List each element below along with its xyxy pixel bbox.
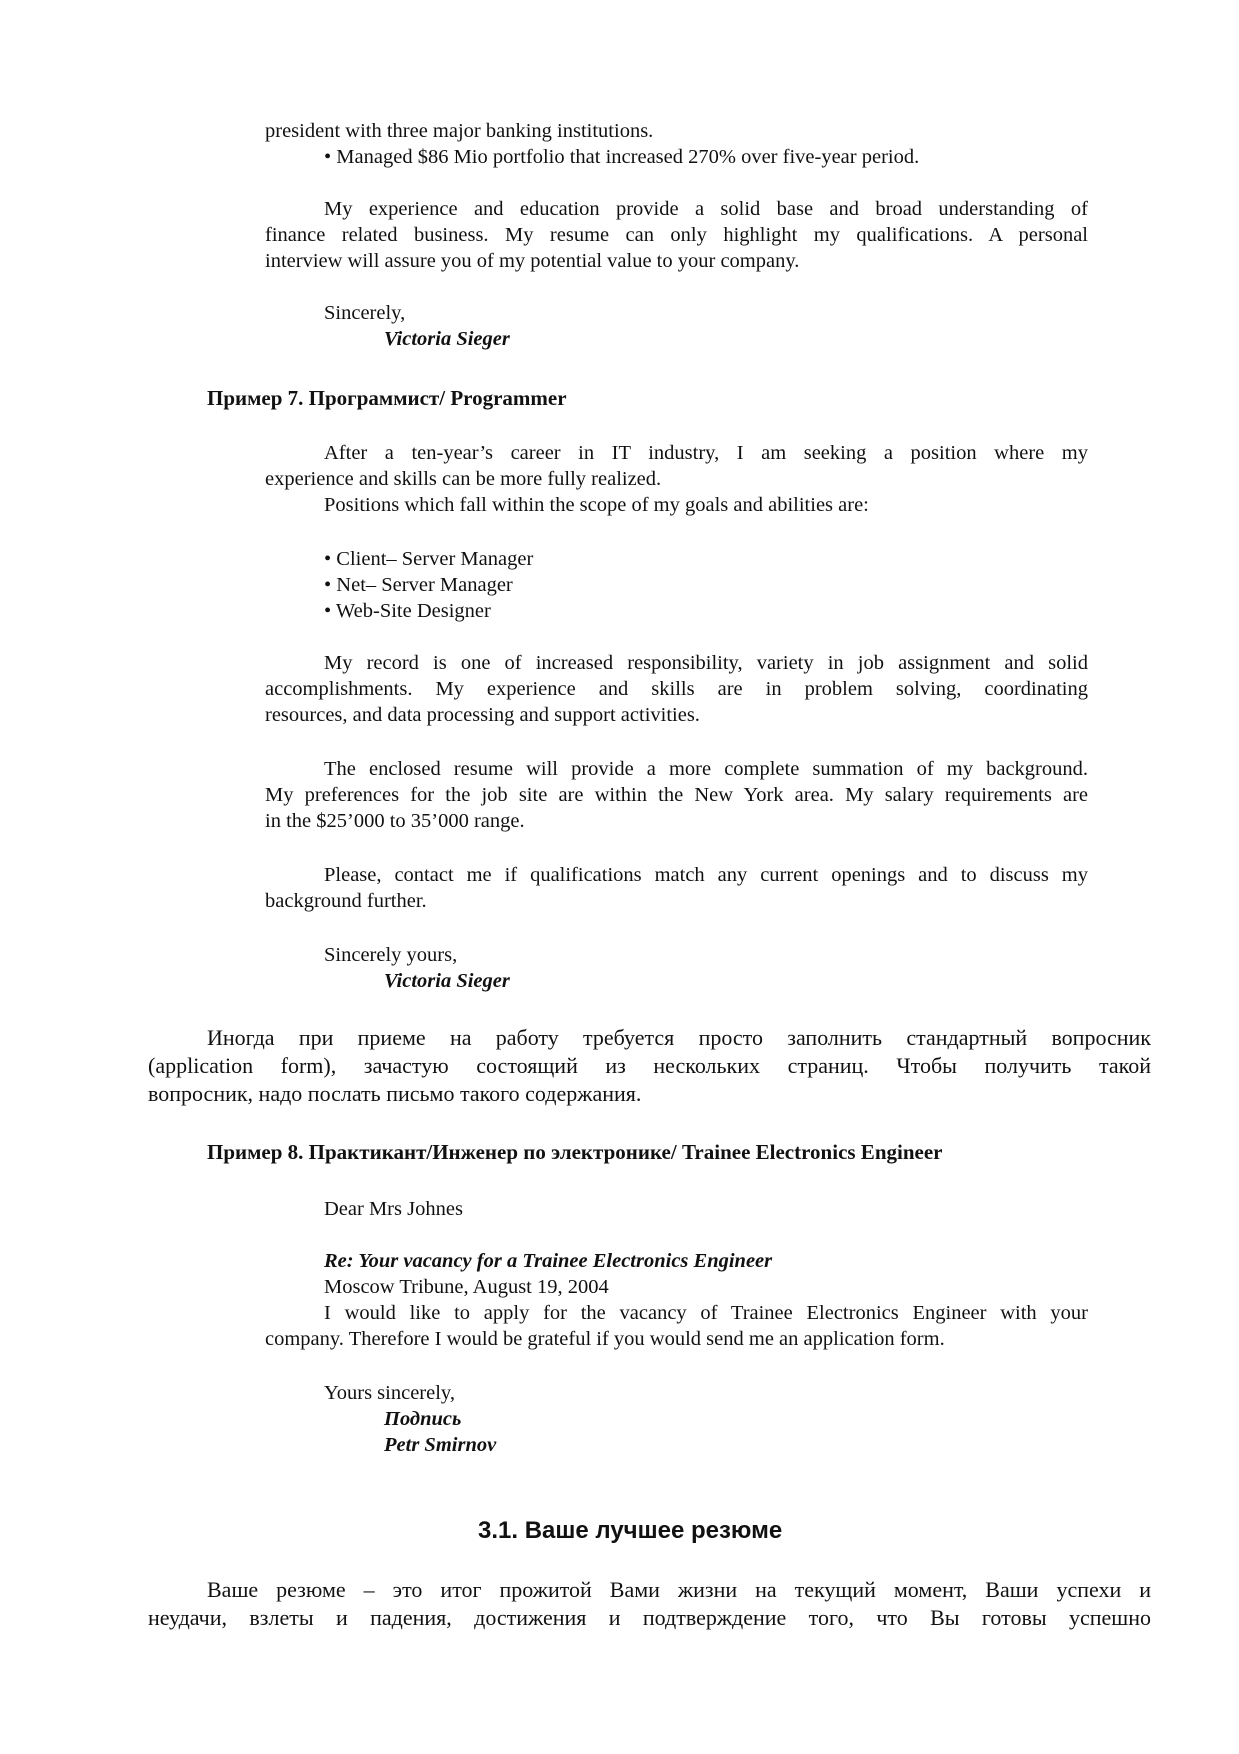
paragraph-line: in the $25’000 to 35’000 range. (265, 810, 525, 832)
bullet-item: • Client– Server Manager (324, 548, 534, 570)
section-heading: 3.1. Ваше лучшее резюме (478, 1517, 783, 1544)
signature-label: Подпись (384, 1408, 462, 1430)
bullet-item: • Managed $86 Mio portfolio that increased 270% over five-year period. (324, 146, 920, 168)
paragraph-line: accomplishments. My experience and skills are in problem solving, coordinating (265, 678, 1088, 700)
text-line: president with three major banking institutions. (265, 120, 654, 142)
paragraph-line: company. Therefore I would be grateful if you would send me an application form. (265, 1328, 945, 1350)
bullet-item: • Web-Site Designer (324, 600, 491, 622)
source-line: Moscow Tribune, August 19, 2004 (324, 1276, 609, 1298)
example-heading: Пример 8. Практикант/Инженер по электронике/ Trainee Electronics Engineer (207, 1140, 943, 1164)
paragraph-line: Please, contact me if qualifications match any current openings and to discuss my (324, 864, 1088, 886)
paragraph-line: After a ten-year’s career in IT industry, I am seeking a position where my (324, 442, 1088, 464)
paragraph-line: Ваше резюме – это итог прожитой Вами жизни на текущий момент, Ваши успехи и (207, 1577, 1151, 1602)
signature: Victoria Sieger (384, 328, 510, 350)
example-heading: Пример 7. Программист/ Programmer (207, 386, 567, 410)
paragraph-line: resources, and data processing and support activities. (265, 704, 700, 726)
greeting: Dear Mrs Johnes (324, 1198, 463, 1220)
paragraph-line: Иногда при приеме на работу требуется просто заполнить стандартный вопросник (207, 1025, 1151, 1050)
paragraph-line: The enclosed resume will provide a more complete summation of my background. (324, 758, 1088, 780)
paragraph-line: I would like to apply for the vacancy of Trainee Electronics Engineer with your (324, 1302, 1088, 1324)
paragraph-line: finance related business. My resume can only highlight my qualifications. A personal (265, 224, 1088, 246)
paragraph-line: My record is one of increased responsibility, variety in job assignment and solid (324, 652, 1088, 674)
subject-line: Re: Your vacancy for a Trainee Electronics Engineer (324, 1250, 773, 1272)
signature: Victoria Sieger (384, 970, 510, 992)
bullet-item: • Net– Server Manager (324, 574, 513, 596)
paragraph-line: interview will assure you of my potential value to your company. (265, 250, 800, 272)
paragraph-line: My preferences for the job site are within the New York area. My salary requirements are (265, 784, 1088, 806)
closing: Sincerely, (324, 302, 406, 324)
paragraph-line: вопросник, надо послать письмо такого содержания. (148, 1081, 642, 1106)
closing: Yours sincerely, (324, 1382, 455, 1404)
paragraph-line: (application form), зачастую состоящий из нескольких страниц. Чтобы получить такой (148, 1053, 1151, 1078)
paragraph-line: experience and skills can be more fully realized. (265, 468, 662, 490)
signature: Petr Smirnov (384, 1434, 497, 1456)
paragraph-line: background further. (265, 890, 427, 912)
closing: Sincerely yours, (324, 944, 458, 966)
paragraph-line: My experience and education provide a solid base and broad understanding of (324, 198, 1088, 220)
paragraph-line: неудачи, взлеты и падения, достижения и подтверждение того, что Вы готовы успешно (148, 1605, 1151, 1630)
paragraph-line: Positions which fall within the scope of my goals and abilities are: (324, 494, 869, 516)
